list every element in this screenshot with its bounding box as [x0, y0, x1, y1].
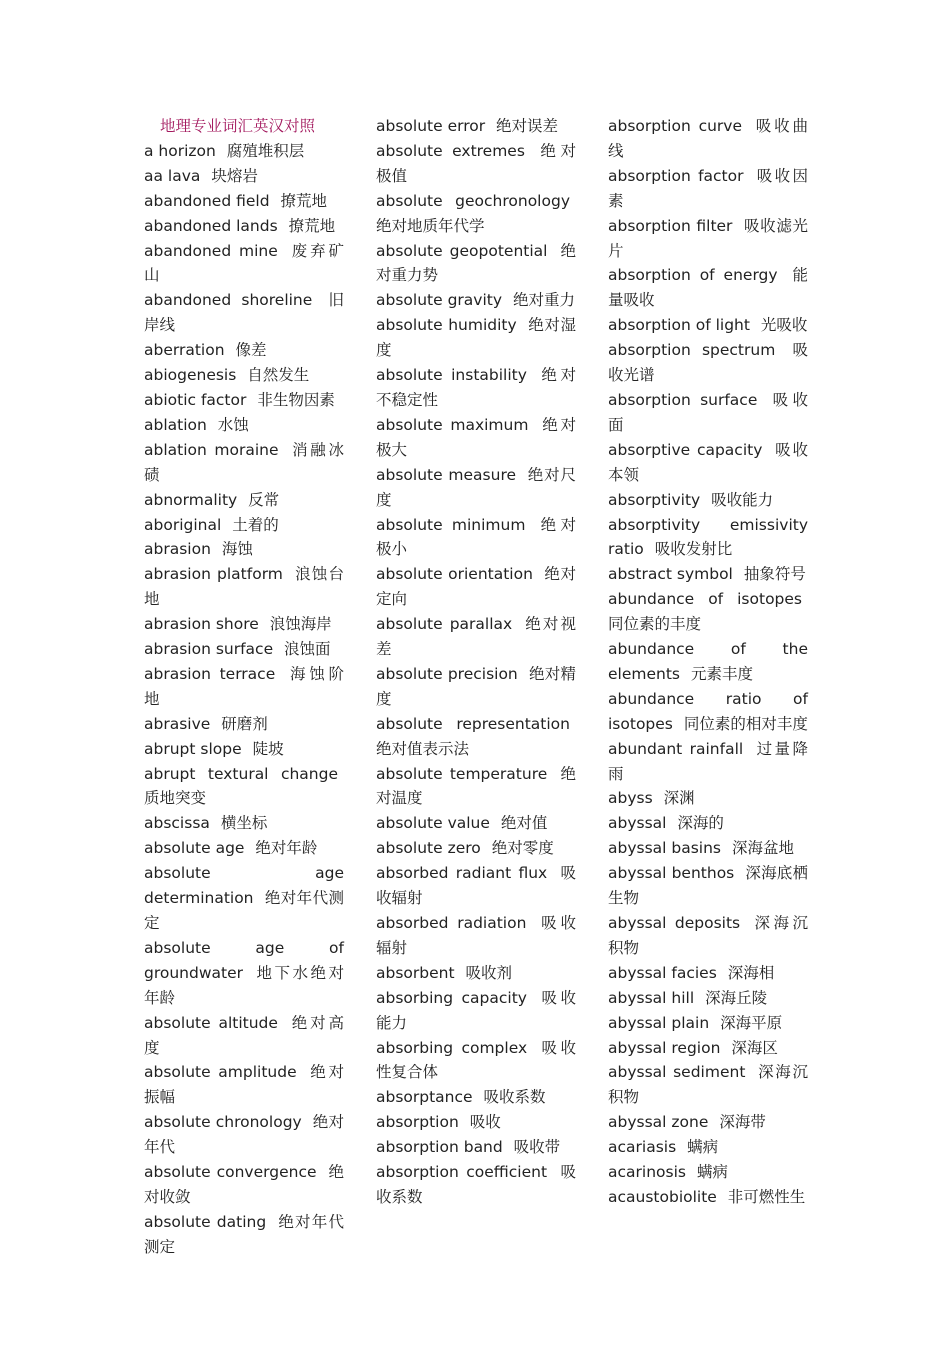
- entry-translation: 撩荒地: [288, 216, 336, 235]
- glossary-entry: [376, 961, 576, 986]
- entry-term: abyssal benthos: [608, 864, 735, 883]
- entry-translation: 横坐标: [220, 814, 268, 833]
- glossary-entry: [144, 762, 344, 812]
- glossary-entry: [608, 1185, 808, 1210]
- glossary-entry: [144, 537, 344, 562]
- glossary-entry: [144, 288, 344, 338]
- glossary-entry: [376, 1036, 576, 1086]
- entry-term: absolute temperature: [376, 764, 548, 783]
- entry-term: absorption curve: [608, 117, 742, 135]
- glossary-entry: [608, 114, 808, 164]
- entry-term: aberration: [144, 341, 225, 360]
- glossary-entry: [376, 1135, 576, 1160]
- entry-term: abyssal basins: [608, 839, 722, 858]
- entry-term: abyssal: [608, 814, 667, 833]
- entry-term: absorptivity: [608, 490, 701, 509]
- entry-term: absolute zero: [376, 839, 481, 858]
- glossary-entry: [144, 662, 344, 712]
- glossary-entry: [608, 438, 808, 488]
- entry-term: absorptive capacity: [608, 440, 763, 459]
- entry-term: absorption surface: [608, 390, 758, 409]
- glossary-entry: [608, 164, 808, 214]
- glossary-entry: [144, 1060, 344, 1110]
- entry-term: abiogenesis: [144, 366, 237, 385]
- glossary-entry: [608, 911, 808, 961]
- entry-term: absolute humidity: [376, 316, 517, 335]
- entry-term: acariasis: [608, 1138, 677, 1157]
- entry-translation: 浪蚀面: [284, 640, 331, 659]
- entry-term: abrasion surface: [144, 640, 274, 659]
- glossary-entry: [376, 712, 576, 762]
- entry-translation: 绝对高度: [144, 1013, 344, 1057]
- entry-term: abrasion platform: [144, 565, 283, 584]
- entry-term: absorbing capacity: [376, 988, 527, 1007]
- glossary-entry: [608, 488, 808, 513]
- entry-translation: 吸收曲线: [608, 117, 808, 160]
- entry-term: absorptance: [376, 1088, 473, 1107]
- entry-translation: 深海盆地: [731, 839, 794, 858]
- entry-term: abyssal plain: [608, 1013, 710, 1032]
- entry-translation: 绝对年代测定: [144, 1212, 344, 1256]
- entry-translation: 绝对温度: [376, 764, 576, 808]
- glossary-entry: [608, 214, 808, 264]
- entry-translation: 吸收因素: [608, 166, 808, 210]
- entry-translation: 消融冰碛: [144, 440, 344, 484]
- entry-translation: 绝对地质年代学: [376, 216, 485, 235]
- glossary-entry-list: [376, 114, 576, 1210]
- glossary-entry: [376, 1110, 576, 1135]
- entry-term: absorbed radiant flux: [376, 864, 548, 883]
- page-title: 地理专业词汇英汉对照: [160, 117, 316, 135]
- entry-translation: 绝对视差: [376, 615, 576, 659]
- entry-translation: 抽象符号: [743, 565, 806, 584]
- entry-translation: 深海区: [731, 1038, 778, 1057]
- entry-translation: 吸收性复合体: [376, 1038, 576, 1082]
- glossary-entry: [608, 388, 808, 438]
- entry-translation: 吸收面: [608, 390, 808, 434]
- glossary-entry: [608, 861, 808, 911]
- entry-translation: 绝对极小: [376, 515, 576, 559]
- entry-translation: 深海相: [727, 963, 775, 982]
- entry-translation: 过量降雨: [608, 739, 808, 783]
- glossary-entry: [376, 911, 576, 961]
- entry-term: absorption filter: [608, 216, 733, 235]
- glossary-entry: [608, 986, 808, 1011]
- entry-term: abyssal zone: [608, 1113, 709, 1132]
- glossary-entry: [376, 114, 576, 139]
- glossary-entry: [608, 836, 808, 861]
- entry-translation: 元素丰度: [690, 664, 753, 683]
- entry-translation: 吸收: [469, 1113, 501, 1132]
- glossary-entry: [376, 861, 576, 911]
- glossary-entry-list: [144, 139, 344, 1260]
- entry-term: ablation moraine: [144, 440, 279, 459]
- entry-term: abundance of isotopes: [608, 590, 802, 609]
- entry-term: abstract symbol: [608, 565, 733, 584]
- entry-term: abscissa: [144, 814, 210, 833]
- entry-translation: 陡坡: [252, 739, 284, 758]
- glossary-entry: [144, 836, 344, 861]
- entry-term: absolute gravity: [376, 291, 503, 310]
- entry-translation: 绝对误差: [496, 117, 559, 135]
- entry-translation: 深海沉积物: [608, 914, 808, 957]
- glossary-entry: [608, 737, 808, 787]
- entry-translation: 腐殖堆积层: [226, 141, 305, 160]
- glossary-entry: [144, 488, 344, 513]
- glossary-entry: [608, 313, 808, 338]
- entry-translation: 吸收系数: [376, 1163, 576, 1206]
- entry-translation: 绝对尺度: [376, 465, 576, 509]
- entry-translation: 非可燃性生: [727, 1187, 806, 1206]
- glossary-entry: [376, 986, 576, 1036]
- entry-translation: 绝对极大: [376, 415, 576, 459]
- entry-term: absolute parallax: [376, 615, 513, 634]
- entry-term: acaustobiolite: [608, 1187, 717, 1206]
- entry-term: absolute orientation: [376, 565, 533, 584]
- glossary-entry: [608, 786, 808, 811]
- entry-translation: 反常: [248, 490, 280, 509]
- entry-translation: 绝对年龄: [255, 839, 318, 858]
- entry-term: absorption: [376, 1113, 459, 1132]
- entry-translation: 光吸收: [760, 316, 808, 335]
- entry-term: absolute geopotential: [376, 241, 548, 260]
- entry-term: abrupt slope: [144, 739, 242, 758]
- glossary-entry: [144, 164, 344, 189]
- entry-term: ablation: [144, 415, 207, 434]
- entry-translation: 绝对零度: [491, 839, 554, 858]
- glossary-entry: [376, 836, 576, 861]
- glossary-entry: [608, 687, 808, 737]
- entry-term: aboriginal: [144, 515, 222, 534]
- entry-term: abyssal hill: [608, 988, 695, 1007]
- glossary-entry: [144, 239, 344, 289]
- glossary-entry: [376, 1160, 576, 1210]
- entry-term: abrasion terrace: [144, 664, 276, 683]
- entry-term: abyss: [608, 789, 653, 808]
- entry-translation: 吸收带: [513, 1138, 561, 1157]
- entry-term: absorption of energy: [608, 266, 778, 285]
- entry-translation: 吸收发射比: [654, 540, 733, 559]
- glossary-entry: [608, 263, 808, 313]
- entry-translation: 吸收辐射: [376, 914, 576, 957]
- entry-term: abiotic factor: [144, 390, 247, 409]
- entry-translation: 自然发生: [247, 366, 310, 385]
- entry-translation: 能量吸收: [608, 266, 808, 310]
- entry-translation: 绝对重力势: [376, 241, 576, 285]
- entry-term: abundance of the elements: [608, 640, 808, 683]
- glossary-entry: [376, 139, 576, 189]
- entry-translation: 地下水绝对年龄: [144, 963, 344, 1007]
- entry-translation: 绝对精度: [376, 664, 576, 708]
- entry-translation: 绝对重力: [512, 291, 575, 310]
- glossary-entry: [376, 562, 576, 612]
- entry-term: absolute error: [376, 117, 486, 135]
- entry-term: acarinosis: [608, 1163, 686, 1182]
- entry-translation: 吸收光谱: [608, 341, 808, 385]
- entry-translation: 土着的: [232, 515, 279, 534]
- glossary-entry: [144, 438, 344, 488]
- entry-translation: 吸收系数: [483, 1088, 546, 1107]
- entry-translation: 海蚀阶地: [144, 664, 344, 708]
- entry-term: a horizon: [144, 141, 216, 160]
- entry-translation: 绝对湿度: [376, 316, 576, 360]
- glossary-entry: [376, 762, 576, 812]
- glossary-entry: [144, 214, 344, 239]
- entry-translation: 块熔岩: [211, 166, 258, 185]
- glossary-entry: [608, 637, 808, 687]
- entry-term: abyssal sediment: [608, 1063, 746, 1082]
- entry-translation: 吸收滤光片: [608, 216, 808, 260]
- entry-translation: 旧岸线: [144, 291, 344, 335]
- entry-translation: 撩荒地: [280, 191, 328, 210]
- glossary-entry: [144, 388, 344, 413]
- entry-term: absolute maximum: [376, 415, 529, 434]
- entry-term: absolute instability: [376, 366, 527, 385]
- entry-term: absorption factor: [608, 166, 744, 185]
- glossary-entry: [608, 1036, 808, 1061]
- entry-translation: 绝对年代测定: [144, 889, 344, 932]
- glossary-column-3: [608, 114, 808, 1210]
- entry-term: abrasive: [144, 714, 211, 733]
- entry-term: absorptivity emissivity ratio: [608, 515, 808, 559]
- glossary-column-2: [376, 114, 576, 1210]
- glossary-entry: [144, 712, 344, 737]
- glossary-entry: [376, 239, 576, 289]
- entry-translation: 像差: [235, 341, 267, 360]
- entry-term: absolute geochronology: [376, 191, 570, 210]
- entry-term: absolute age of groundwater: [144, 938, 344, 982]
- entry-term: absolute chronology: [144, 1113, 302, 1132]
- glossary-entry: [608, 562, 808, 587]
- entry-term: absolute representation: [376, 714, 570, 733]
- glossary-entry: [376, 463, 576, 513]
- entry-translation: 海蚀: [221, 540, 253, 559]
- entry-translation: 吸收本领: [608, 440, 808, 484]
- entry-term: absolute measure: [376, 465, 517, 484]
- glossary-entry: [608, 1060, 808, 1110]
- glossary-entry: [144, 1160, 344, 1210]
- entry-term: absorption spectrum: [608, 341, 776, 360]
- entry-translation: 非生物因素: [257, 390, 335, 409]
- entry-translation: 研磨剂: [221, 714, 268, 733]
- entry-translation: 绝对值: [500, 814, 548, 833]
- glossary-entry: [144, 612, 344, 637]
- entry-term: abyssal deposits: [608, 914, 741, 932]
- entry-translation: 吸收剂: [465, 963, 512, 982]
- glossary-entry: [144, 139, 344, 164]
- entry-translation: 绝对年代: [144, 1113, 344, 1157]
- entry-translation: 废弃矿山: [144, 241, 344, 285]
- entry-translation: 浪蚀台地: [144, 565, 344, 609]
- glossary-entry: [608, 1160, 808, 1185]
- glossary-entry: [144, 811, 344, 836]
- glossary-column-1: [144, 114, 344, 1260]
- entry-term: abandoned shoreline: [144, 291, 313, 310]
- entry-translation: 绝对极值: [376, 141, 576, 185]
- entry-term: absolute altitude: [144, 1013, 278, 1032]
- entry-term: abandoned mine: [144, 241, 278, 260]
- entry-term: absorption coefficient: [376, 1163, 548, 1182]
- entry-term: abrupt textural change: [144, 764, 338, 783]
- entry-term: absolute minimum: [376, 515, 526, 534]
- glossary-entry: [376, 363, 576, 413]
- glossary-entry: [144, 861, 344, 936]
- glossary-entry: [376, 313, 576, 363]
- entry-term: aa lava: [144, 166, 201, 185]
- entry-term: absorption of light: [608, 316, 750, 335]
- entry-term: absorbent: [376, 963, 455, 982]
- entry-translation: 绝对值表示法: [376, 739, 470, 758]
- glossary-entry: [376, 811, 576, 836]
- entry-term: absolute convergence: [144, 1163, 317, 1182]
- glossary-entry: [608, 513, 808, 563]
- entry-term: absolute dating: [144, 1212, 267, 1231]
- entry-term: abundance ratio of isotopes: [608, 689, 808, 733]
- entry-translation: 深海丘陵: [705, 988, 768, 1007]
- entry-translation: 深海平原: [720, 1013, 783, 1032]
- glossary-entry: [376, 612, 576, 662]
- glossary-entry: [144, 1210, 344, 1260]
- entry-translation: 水蚀: [217, 415, 249, 434]
- entry-translation: 螨病: [687, 1138, 719, 1157]
- entry-term: abrasion: [144, 540, 211, 559]
- glossary-entry: [144, 363, 344, 388]
- entry-translation: 深海的: [677, 814, 724, 833]
- glossary-entry: [376, 413, 576, 463]
- entry-translation: 深海沉积物: [608, 1063, 808, 1107]
- entry-translation: 深渊: [663, 789, 695, 808]
- entry-term: absorbing complex: [376, 1038, 528, 1057]
- entry-translation: 深海带: [719, 1113, 766, 1132]
- entry-term: abrasion shore: [144, 615, 259, 634]
- glossary-entry: [608, 338, 808, 388]
- entry-translation: 吸收辐射: [376, 864, 576, 908]
- glossary-entry: [144, 513, 344, 538]
- entry-translation: 同位素的丰度: [608, 615, 702, 634]
- glossary-entry: [376, 662, 576, 712]
- glossary-entry: [608, 961, 808, 986]
- glossary-entry: [144, 338, 344, 363]
- entry-translation: 浪蚀海岸: [269, 615, 332, 634]
- entry-term: abyssal region: [608, 1038, 721, 1057]
- entry-translation: 绝对振幅: [144, 1063, 344, 1107]
- glossary-entry: [376, 513, 576, 563]
- glossary-entry: [144, 413, 344, 438]
- entry-term: absolute precision: [376, 664, 518, 683]
- entry-translation: 同位素的相对丰度: [683, 714, 808, 733]
- glossary-entry: [144, 1110, 344, 1160]
- entry-term: absorbed radiation: [376, 914, 527, 932]
- glossary-entry: [608, 587, 808, 637]
- entry-translation: 质地突变: [144, 789, 207, 808]
- glossary-entry: [608, 1135, 808, 1160]
- entry-term: abundant rainfall: [608, 739, 744, 758]
- glossary-entry: [376, 288, 576, 313]
- entry-term: absorption band: [376, 1138, 503, 1157]
- glossary-entry-list: [608, 114, 808, 1210]
- glossary-entry: [144, 936, 344, 1011]
- entry-term: absolute age determination: [144, 864, 344, 908]
- glossary-entry: [608, 811, 808, 836]
- glossary-entry: [376, 1085, 576, 1110]
- glossary-entry: [608, 1110, 808, 1135]
- entry-term: absolute extremes: [376, 141, 525, 160]
- entry-translation: 吸收能力: [711, 490, 774, 509]
- entry-term: absolute amplitude: [144, 1063, 297, 1082]
- entry-term: absolute value: [376, 814, 490, 833]
- glossary-entry: [144, 189, 344, 214]
- glossary-entry: [144, 562, 344, 612]
- entry-translation: 绝对定向: [376, 565, 576, 609]
- entry-translation: 绝对收敛: [144, 1163, 344, 1206]
- entry-term: abyssal facies: [608, 963, 717, 982]
- entry-translation: 吸收能力: [376, 988, 576, 1032]
- glossary-entry: [144, 737, 344, 762]
- glossary-entry: [376, 189, 576, 239]
- entry-term: absolute age: [144, 839, 245, 858]
- glossary-entry: [608, 1011, 808, 1036]
- entry-term: abandoned lands: [144, 216, 278, 235]
- entry-term: abandoned field: [144, 191, 270, 210]
- glossary-entry: [144, 1011, 344, 1061]
- entry-term: abnormality: [144, 490, 238, 509]
- entry-translation: 绝对不稳定性: [376, 366, 576, 409]
- entry-translation: 深海底栖生物: [608, 864, 808, 908]
- glossary-entry: [144, 637, 344, 662]
- entry-translation: 螨病: [696, 1163, 728, 1182]
